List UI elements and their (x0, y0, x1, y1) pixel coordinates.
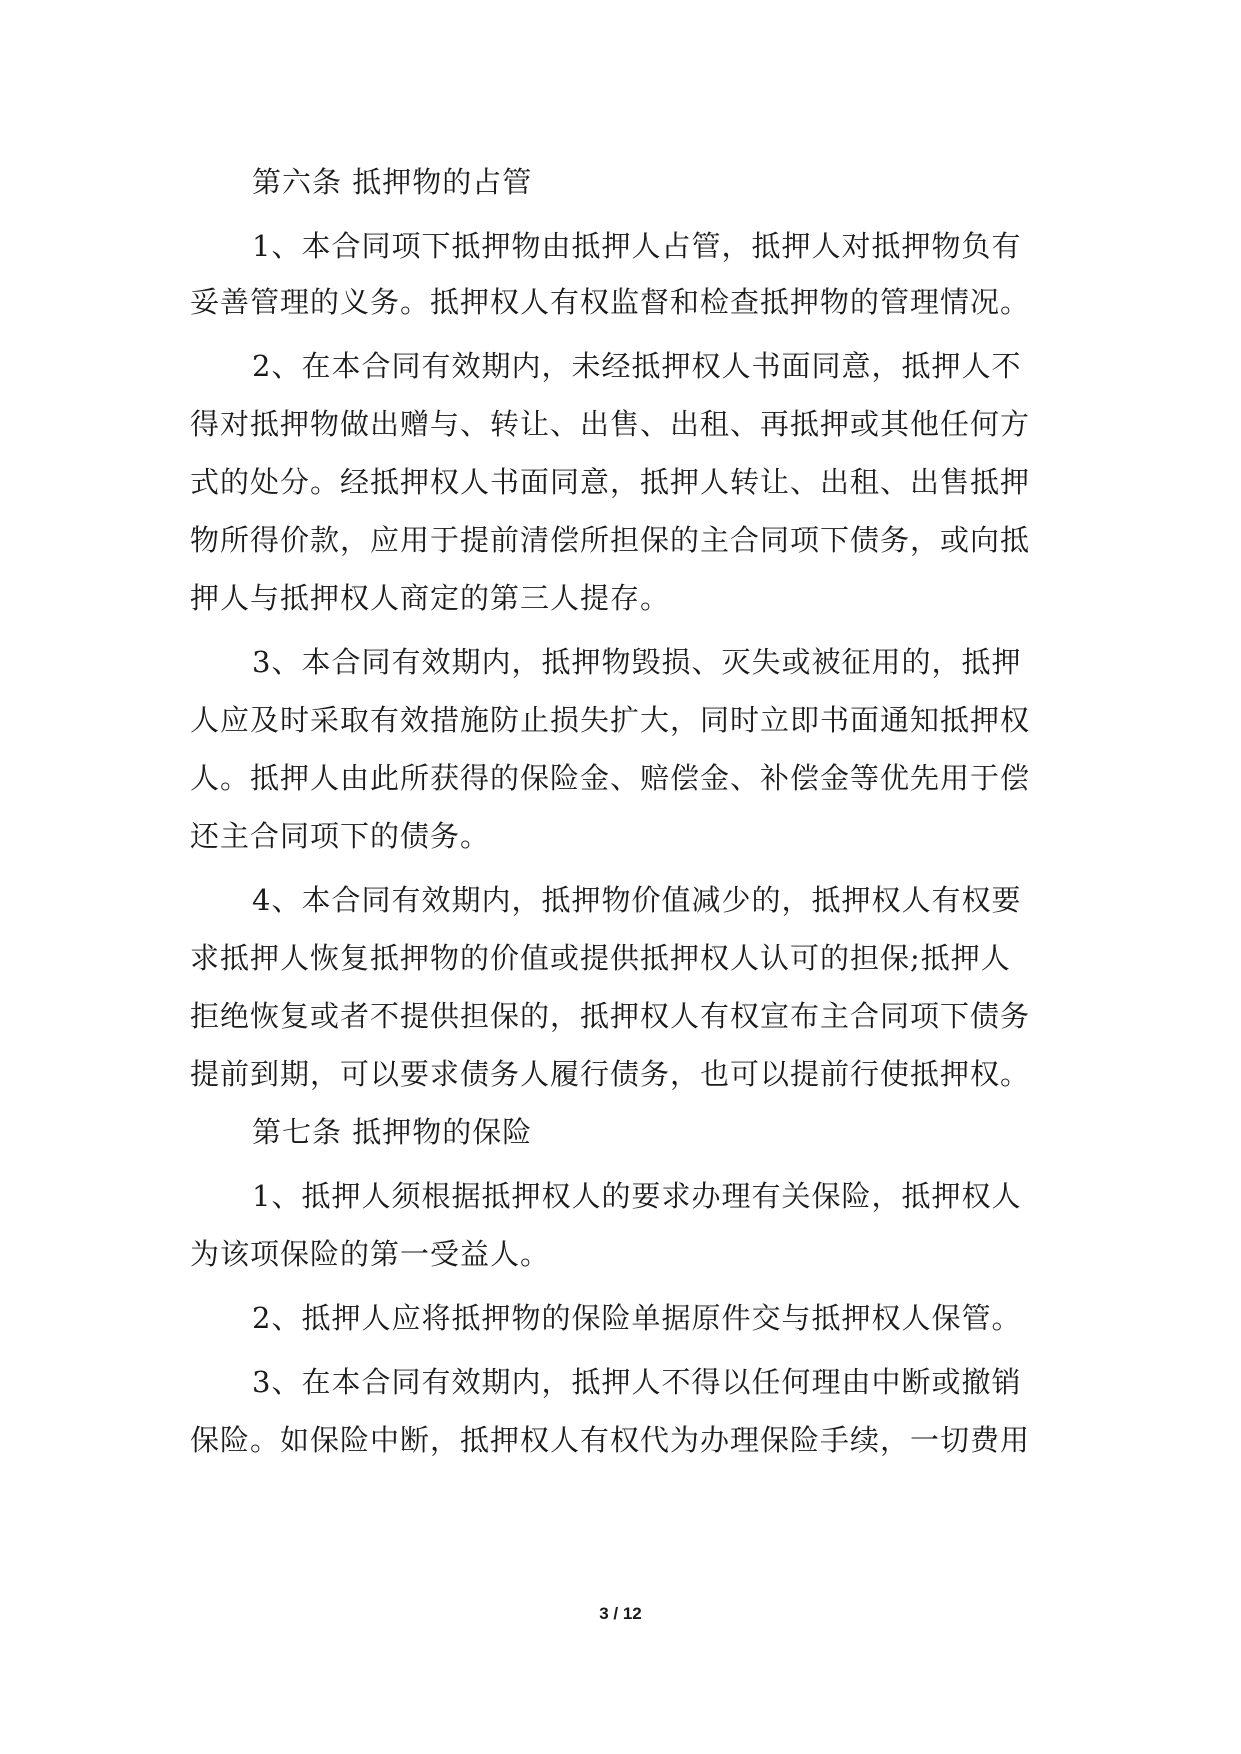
page-number: 3 / 12 (599, 1604, 642, 1623)
paragraph-line: 2、抵押人应将抵押物的保险单据原件交与抵押权人保管。 (252, 1301, 1022, 1335)
article-7-heading: 第七条 抵押物的保险 (252, 1115, 533, 1149)
paragraph-line: 妥善管理的义务。抵押权人有权监督和检查抵押物的管理情况。 (190, 285, 1031, 319)
paragraph-line: 1、抵押人须根据抵押权人的要求办理有关保险，抵押权人 (252, 1179, 1022, 1213)
paragraph-line: 人。抵押人由此所获得的保险金、赔偿金、补偿金等优先用于偿 (190, 761, 1031, 795)
paragraph-line: 4、本合同有效期内，抵押物价值减少的，抵押权人有权要 (252, 883, 1022, 917)
paragraph-line: 3、本合同有效期内，抵押物毁损、灭失或被征用的，抵押 (252, 645, 1022, 679)
paragraph-line: 物所得价款，应用于提前清偿所担保的主合同项下债务，或向抵 (190, 523, 1031, 557)
paragraph-line: 押人与抵押权人商定的第三人提存。 (190, 581, 671, 615)
paragraph-line: 人应及时采取有效措施防止损失扩大，同时立即书面通知抵押权 (190, 703, 1031, 737)
paragraph-line: 保险。如保险中断，抵押权人有权代为办理保险手续，一切费用 (190, 1423, 1031, 1457)
paragraph-line: 得对抵押物做出赠与、转让、出售、出租、再抵押或其他任何方 (190, 407, 1031, 441)
paragraph-line: 提前到期，可以要求债务人履行债务，也可以提前行使抵押权。 (190, 1057, 1031, 1091)
paragraph-line: 1、本合同项下抵押物由抵押人占管，抵押人对抵押物负有 (252, 229, 1022, 263)
paragraph-line: 还主合同项下的债务。 (190, 819, 491, 853)
paragraph-line: 3、在本合同有效期内，抵押人不得以任何理由中断或撤销 (252, 1365, 1022, 1399)
paragraph-line: 为该项保险的第一受益人。 (190, 1237, 551, 1271)
paragraph-line: 拒绝恢复或者不提供担保的，抵押权人有权宣布主合同项下债务 (190, 999, 1031, 1033)
paragraph-line: 2、在本合同有效期内，未经抵押权人书面同意，抵押人不 (252, 349, 1022, 383)
paragraph-line: 式的处分。经抵押权人书面同意，抵押人转让、出租、出售抵押 (190, 465, 1031, 499)
article-6-heading: 第六条 抵押物的占管 (252, 165, 533, 199)
paragraph-line: 求抵押人恢复抵押物的价值或提供抵押权人认可的担保;抵押人 (190, 941, 1011, 975)
